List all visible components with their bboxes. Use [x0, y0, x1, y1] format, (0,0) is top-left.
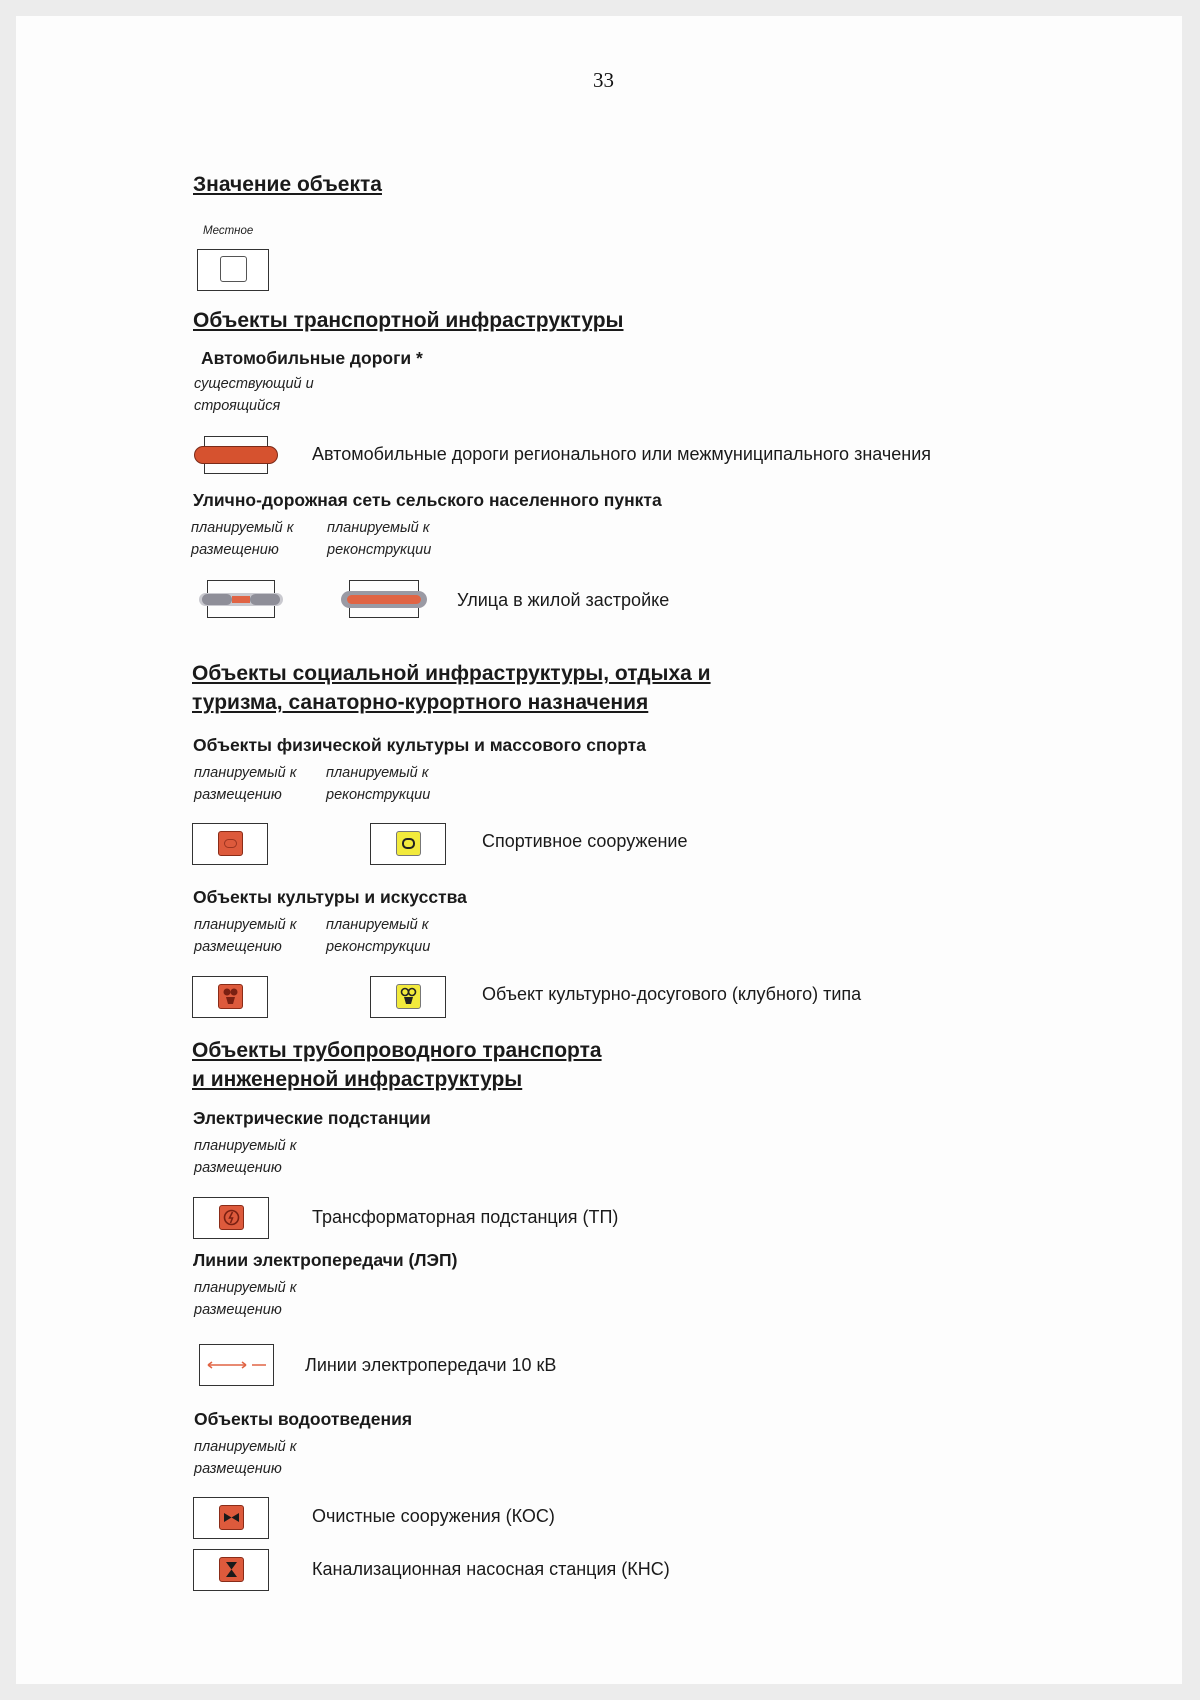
sport-col1-line1: планируемый к [194, 765, 297, 781]
treatment-plant-square [219, 1505, 244, 1530]
section-title-engineering-line2: и инженерной инфраструктуры [192, 1068, 523, 1091]
reconstruction-street-core [347, 595, 421, 604]
document-page [16, 16, 1182, 1684]
power-line-icon [200, 1345, 272, 1384]
sport-col2-line2: реконструкции [326, 787, 431, 803]
section-title-engineering [192, 1036, 602, 1094]
substations-status-line2: размещению [194, 1160, 282, 1176]
street-label: Улица в жилой застройке [457, 590, 670, 610]
sport-planned-symbol [192, 823, 268, 865]
culture-col2-line2: реконструкции [326, 939, 431, 955]
power-line-symbol [199, 1344, 274, 1386]
culture-planned-symbol [192, 976, 268, 1018]
sport-reconstruction-symbol [370, 823, 446, 865]
roads-status-line2: строящийся [194, 398, 281, 414]
section-title-transport: Объекты транспортной инфраструктуры [193, 309, 624, 332]
reconstruction-street-symbol [341, 580, 427, 618]
sport-label: Спортивное сооружение [482, 831, 688, 851]
sport-title: Объекты физической культуры и массового спорта [193, 735, 646, 755]
culture-planned-square [218, 984, 243, 1009]
sport-col1-label [194, 762, 297, 806]
local-label: Местное [203, 225, 254, 237]
culture-col2-label [326, 914, 430, 958]
sewage-status [194, 1436, 297, 1480]
substations-status-line1: планируемый к [194, 1138, 297, 1154]
hourglass-icon [220, 1558, 243, 1581]
theater-masks-icon [397, 985, 420, 1008]
theater-masks-icon [219, 985, 242, 1008]
power-line-label: Линии электропередачи 10 кВ [305, 1355, 557, 1375]
local-significance-symbol [197, 249, 269, 291]
roads-title: Автомобильные дороги * [201, 348, 423, 368]
regional-road-label: Автомобильные дороги регионального или межмуниципального значения [312, 444, 932, 464]
regional-road-symbol [194, 436, 278, 474]
planned-street-symbol [199, 580, 283, 618]
section-title-engineering-line1: Объекты трубопроводного транспорта [192, 1039, 602, 1062]
sport-reconstruction-square [396, 831, 421, 856]
substation-square [219, 1205, 244, 1230]
culture-reconstruction-square [396, 984, 421, 1009]
street-dash-icon [202, 594, 232, 605]
power-lines-status-line1: планируемый к [194, 1280, 297, 1296]
street-dash-icon [250, 594, 280, 605]
culture-label: Объект культурно-досугового (клубного) типа [482, 984, 862, 1004]
culture-reconstruction-symbol [370, 976, 446, 1018]
power-lines-status [194, 1277, 297, 1321]
power-lines-status-line2: размещению [194, 1302, 282, 1318]
culture-col1-label [194, 914, 297, 958]
sport-planned-square [218, 831, 243, 856]
section-title-significance: Значение объекта [193, 173, 382, 196]
sewage-status-line2: размещению [194, 1461, 282, 1477]
section-title-social-line2: туризма, санаторно-курортного назначения [192, 691, 649, 714]
treatment-plant-label: Очистные сооружения (КОС) [312, 1506, 555, 1526]
section-title-social-line1: Объекты социальной инфраструктуры, отдыха и [192, 662, 711, 685]
roads-status [194, 373, 314, 417]
street-red-segment [232, 596, 250, 603]
stadium-icon [402, 838, 415, 849]
sport-col2-label [326, 762, 430, 806]
substations-title: Электрические подстанции [193, 1108, 431, 1128]
lightning-circle-icon [220, 1206, 243, 1229]
culture-col1-line2: размещению [194, 939, 282, 955]
street-col2-line2: реконструкции [327, 542, 432, 558]
street-network-title: Улично-дорожная сеть сельского населенного пункта [193, 490, 662, 510]
sport-col1-line2: размещению [194, 787, 282, 803]
roads-status-line1: существующий и [194, 376, 314, 392]
culture-col2-line1: планируемый к [326, 917, 429, 933]
sewage-title: Объекты водоотведения [194, 1409, 413, 1429]
culture-col1-line1: планируемый к [194, 917, 297, 933]
sewage-status-line1: планируемый к [194, 1439, 297, 1455]
street-col2-label [327, 517, 431, 561]
power-lines-title: Линии электропередачи (ЛЭП) [193, 1250, 458, 1270]
pump-station-square [219, 1557, 244, 1582]
section-title-social [192, 659, 711, 717]
pump-station-symbol [193, 1549, 269, 1591]
page-number: 33 [593, 68, 614, 92]
street-col1-line1: планируемый к [191, 520, 294, 536]
street-col2-line1: планируемый к [327, 520, 430, 536]
street-col1-label [191, 517, 294, 561]
substations-status [194, 1135, 297, 1179]
treatment-plant-symbol [193, 1497, 269, 1539]
street-col1-line2: размещению [191, 542, 279, 558]
culture-title: Объекты культуры и искусства [193, 887, 467, 907]
substation-symbol [193, 1197, 269, 1239]
sport-col2-line1: планируемый к [326, 765, 429, 781]
local-square-icon [220, 256, 247, 282]
road-line-icon [194, 446, 278, 464]
substation-label: Трансформаторная подстанция (ТП) [312, 1207, 619, 1227]
stadium-icon [224, 839, 237, 848]
pump-station-label: Канализационная насосная станция (КНС) [312, 1559, 670, 1579]
bowtie-icon [220, 1506, 243, 1529]
